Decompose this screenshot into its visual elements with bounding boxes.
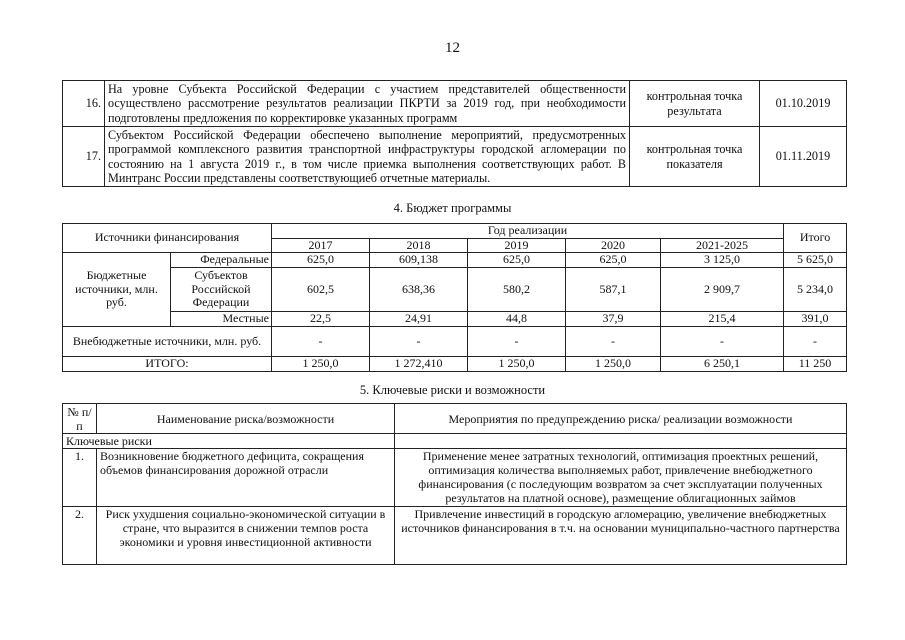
- risk-name: Риск ухудшения социально-экономической ситуации в стране, что выразится в снижении темпов роста экономики и уровня инвестиционной активности: [97, 507, 395, 565]
- table-row: [63, 449, 847, 507]
- value-cell: -: [566, 327, 661, 357]
- year-header: 2017: [272, 238, 370, 253]
- event-type: контрольная точка результата: [630, 81, 760, 127]
- risks-table: [62, 403, 847, 565]
- value-cell: 638,36: [370, 268, 468, 312]
- total-cell: 5 234,0: [784, 268, 847, 312]
- table-row: [63, 81, 847, 127]
- risk-measures: Применение менее затратных технологий, оптимизация проектных решений, оптимизация количества выполняемых работ, привлечение внебюджетного финансирования (с последующим возвратом за счет эксплуатации полученных результатов на платной основе), размещение облигационных займов: [395, 449, 847, 507]
- section-label: Ключевые риски: [63, 434, 395, 449]
- value-cell: -: [661, 327, 784, 357]
- total-cell: 391,0: [784, 312, 847, 327]
- row-number: 2.: [63, 507, 97, 565]
- event-date: 01.10.2019: [760, 81, 847, 127]
- value-cell: 2 909,7: [661, 268, 784, 312]
- value-cell: 625,0: [468, 253, 566, 268]
- budget-heading: 4. Бюджет программы: [393, 201, 512, 215]
- control-points-table: [62, 80, 847, 187]
- table-row: [63, 224, 847, 239]
- year-header: 2019: [468, 238, 566, 253]
- value-cell: 1 250,0: [272, 357, 370, 372]
- event-type: контрольная точка показателя: [630, 127, 760, 187]
- value-cell: -: [468, 327, 566, 357]
- num-header: № п/п: [63, 404, 97, 434]
- value-cell: 44,8: [468, 312, 566, 327]
- sources-header: Источники финансирования: [63, 224, 272, 253]
- event-description: Субъектом Российской Федерации обеспечено выполнение мероприятий, предусмотренных программой комплексного развития транспортной инфраструктуры городской агломерации по состоянию на 1 августа 2019 г., в том числе приемка выполнения соответствующих работ. В Минтранс России представлены соответствующиеб отчетные материалы.: [105, 127, 630, 187]
- value-cell: 215,4: [661, 312, 784, 327]
- event-description: На уровне Субъекта Российской Федерации с участием представителей общественности осуществлено рассмотрение результатов реализации ПКРТИ за 2019 год, при необходимости подготовлены предложения по корректировке указанных программ: [105, 81, 630, 127]
- value-cell: 3 125,0: [661, 253, 784, 268]
- measures-header: Мероприятия по предупреждению риска/ реализации возможности: [395, 404, 847, 434]
- value-cell: 580,2: [468, 268, 566, 312]
- row-label: Местные: [171, 312, 272, 327]
- value-cell: 24,91: [370, 312, 468, 327]
- value-cell: 625,0: [272, 253, 370, 268]
- row-number: 17.: [63, 127, 105, 187]
- budget-group-label: Бюджетные источники, млн. руб.: [63, 253, 171, 327]
- value-cell: 1 250,0: [566, 357, 661, 372]
- value-cell: -: [272, 327, 370, 357]
- budget-table: [62, 223, 847, 372]
- value-cell: -: [370, 327, 468, 357]
- table-row: [63, 253, 847, 268]
- total-cell: 5 625,0: [784, 253, 847, 268]
- event-date: 01.11.2019: [760, 127, 847, 187]
- risk-name: Возникновение бюджетного дефицита, сокращения объемов финансирования дорожной отрасли: [97, 449, 395, 507]
- value-cell: 37,9: [566, 312, 661, 327]
- table-row: [63, 357, 847, 372]
- year-header: 2018: [370, 238, 468, 253]
- table-row: [63, 127, 847, 187]
- year-header: 2020: [566, 238, 661, 253]
- table-row: [63, 327, 847, 357]
- table-row: [63, 312, 847, 327]
- value-cell: 602,5: [272, 268, 370, 312]
- value-cell: 609,138: [370, 253, 468, 268]
- empty-cell: [395, 434, 847, 449]
- table-row: [63, 268, 847, 312]
- total-cell: -: [784, 327, 847, 357]
- year-group-header: Год реализации: [272, 224, 784, 239]
- value-cell: 625,0: [566, 253, 661, 268]
- row-number: 1.: [63, 449, 97, 507]
- table-row: [63, 434, 847, 449]
- row-label: ИТОГО:: [63, 357, 272, 372]
- row-label: Федеральные: [171, 253, 272, 268]
- risks-heading: 5. Ключевые риски и возможности: [359, 383, 546, 397]
- year-header: 2021-2025: [661, 238, 784, 253]
- row-label: Субъектов Российской Федерации: [171, 268, 272, 312]
- value-cell: 1 272,410: [370, 357, 468, 372]
- table-row: [63, 404, 847, 434]
- page-number: 12: [445, 40, 460, 56]
- value-cell: 587,1: [566, 268, 661, 312]
- risk-name-header: Наименование риска/возможности: [97, 404, 395, 434]
- row-label: Внебюджетные источники, млн. руб.: [63, 327, 272, 357]
- value-cell: 22,5: [272, 312, 370, 327]
- table-row: [63, 507, 847, 565]
- total-header: Итого: [784, 224, 847, 253]
- value-cell: 1 250,0: [468, 357, 566, 372]
- value-cell: 6 250,1: [661, 357, 784, 372]
- row-number: 16.: [63, 81, 105, 127]
- risk-measures: Привлечение инвестиций в городскую агломерацию, увеличение внебюджетных источников финансирования в т.ч. на основании муниципально-частного партнерства: [395, 507, 847, 565]
- total-cell: 11 250: [784, 357, 847, 372]
